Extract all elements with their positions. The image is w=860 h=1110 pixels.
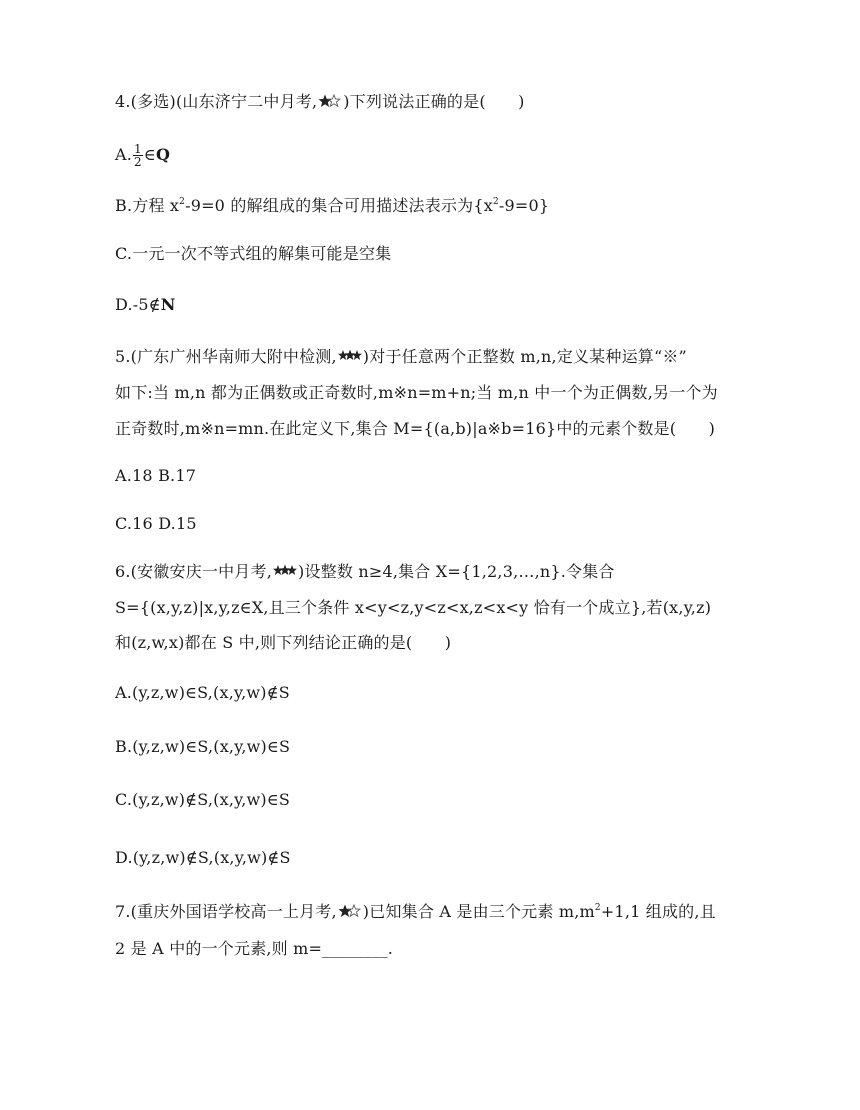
fraction-one-half <box>133 143 143 168</box>
q7-stem-line2: 2 是 A 中的一个元素,则 m=________. <box>115 939 394 958</box>
q5-stem-part2: )对于任意两个正整数 m,n,定义某种运算“※” <box>362 347 687 366</box>
q5-options-cd: C.16 D.15 <box>115 514 197 533</box>
q6-stem-part1: 6.(安徽安庆一中月考, <box>115 562 272 581</box>
two-star-difficulty-icon <box>318 94 342 108</box>
q4-stem-part1: 4.(多选)(山东济宁二中月考, <box>115 92 318 111</box>
q6-stem-line1 <box>115 562 615 582</box>
q4-stem <box>115 92 525 112</box>
superscript: 2 <box>492 197 499 207</box>
q7-stem-part3: +1,1 组成的,且 <box>600 902 716 921</box>
q4-option-b <box>115 196 549 216</box>
superscript: 2 <box>179 197 186 207</box>
fraction-numerator: 1 <box>134 142 142 156</box>
q5-options-ab: A.18 B.17 <box>115 466 197 485</box>
q6-stem-part2: )设整数 n≥4,集合 X={1,2,3,…,n}.令集合 <box>298 562 615 581</box>
q5-stem-line3: 正奇数时,m※n=mn.在此定义下,集合 M={(a,b)|a※b=16}中的元素个数是( ) <box>115 419 716 438</box>
q6-option-b: B.(y,z,w)∈S,(x,y,w)∈S <box>115 737 291 756</box>
q4-option-a-label: A. <box>115 145 133 164</box>
q6-stem-line2: S={(x,y,z)|x,y,z∈X,且三个条件 x<y<z,y<z<x,z<x<y 恰有一个成立},若(x,y,z) <box>115 598 712 617</box>
q4-option-b-part3: -9=0} <box>498 196 550 215</box>
q5-stem-part1: 5.(广东广州华南师大附中检测, <box>115 347 337 366</box>
q4-option-a <box>115 142 170 168</box>
q7-stem-part1: 7.(重庆外国语学校高一上月考, <box>115 902 337 921</box>
element-of-symbol: ∈ <box>143 145 156 164</box>
natural-set-symbol: N <box>160 295 176 314</box>
q6-stem-line3: 和(z,w,x)都在 S 中,则下列结论正确的是( ) <box>115 633 452 652</box>
three-star-difficulty-icon <box>338 349 362 363</box>
superscript: 2 <box>594 903 601 913</box>
q6-option-a: A.(y,z,w)∈S,(x,y,w)∉S <box>115 683 290 702</box>
q5-stem-line1 <box>115 347 687 367</box>
q4-option-d <box>115 295 176 315</box>
q4-option-d-label: D.-5∉ <box>115 295 161 314</box>
q7-stem-line1 <box>115 902 716 922</box>
three-star-difficulty-icon <box>273 564 297 578</box>
q6-option-c: C.(y,z,w)∉S,(x,y,w)∈S <box>115 790 291 809</box>
q4-option-b-part2: -9=0 的解组成的集合可用描述法表示为{x <box>185 196 493 215</box>
q4-stem-part2: )下列说法正确的是( ) <box>343 92 525 111</box>
q4-option-b-part1: B.方程 x <box>115 196 180 215</box>
q7-stem-part2: )已知集合 A 是由三个元素 m,m <box>362 902 595 921</box>
rational-set-symbol: Q <box>155 145 171 164</box>
two-star-difficulty-icon <box>338 904 362 918</box>
fraction-denominator: 2 <box>134 155 142 169</box>
q6-option-d: D.(y,z,w)∉S,(x,y,w)∉S <box>115 848 291 867</box>
q4-option-c: C.一元一次不等式组的解集可能是空集 <box>115 244 392 263</box>
q5-stem-line2: 如下:当 m,n 都为正偶数或正奇数时,m※n=m+n;当 m,n 中一个为正偶数,另一个为 <box>115 383 718 402</box>
